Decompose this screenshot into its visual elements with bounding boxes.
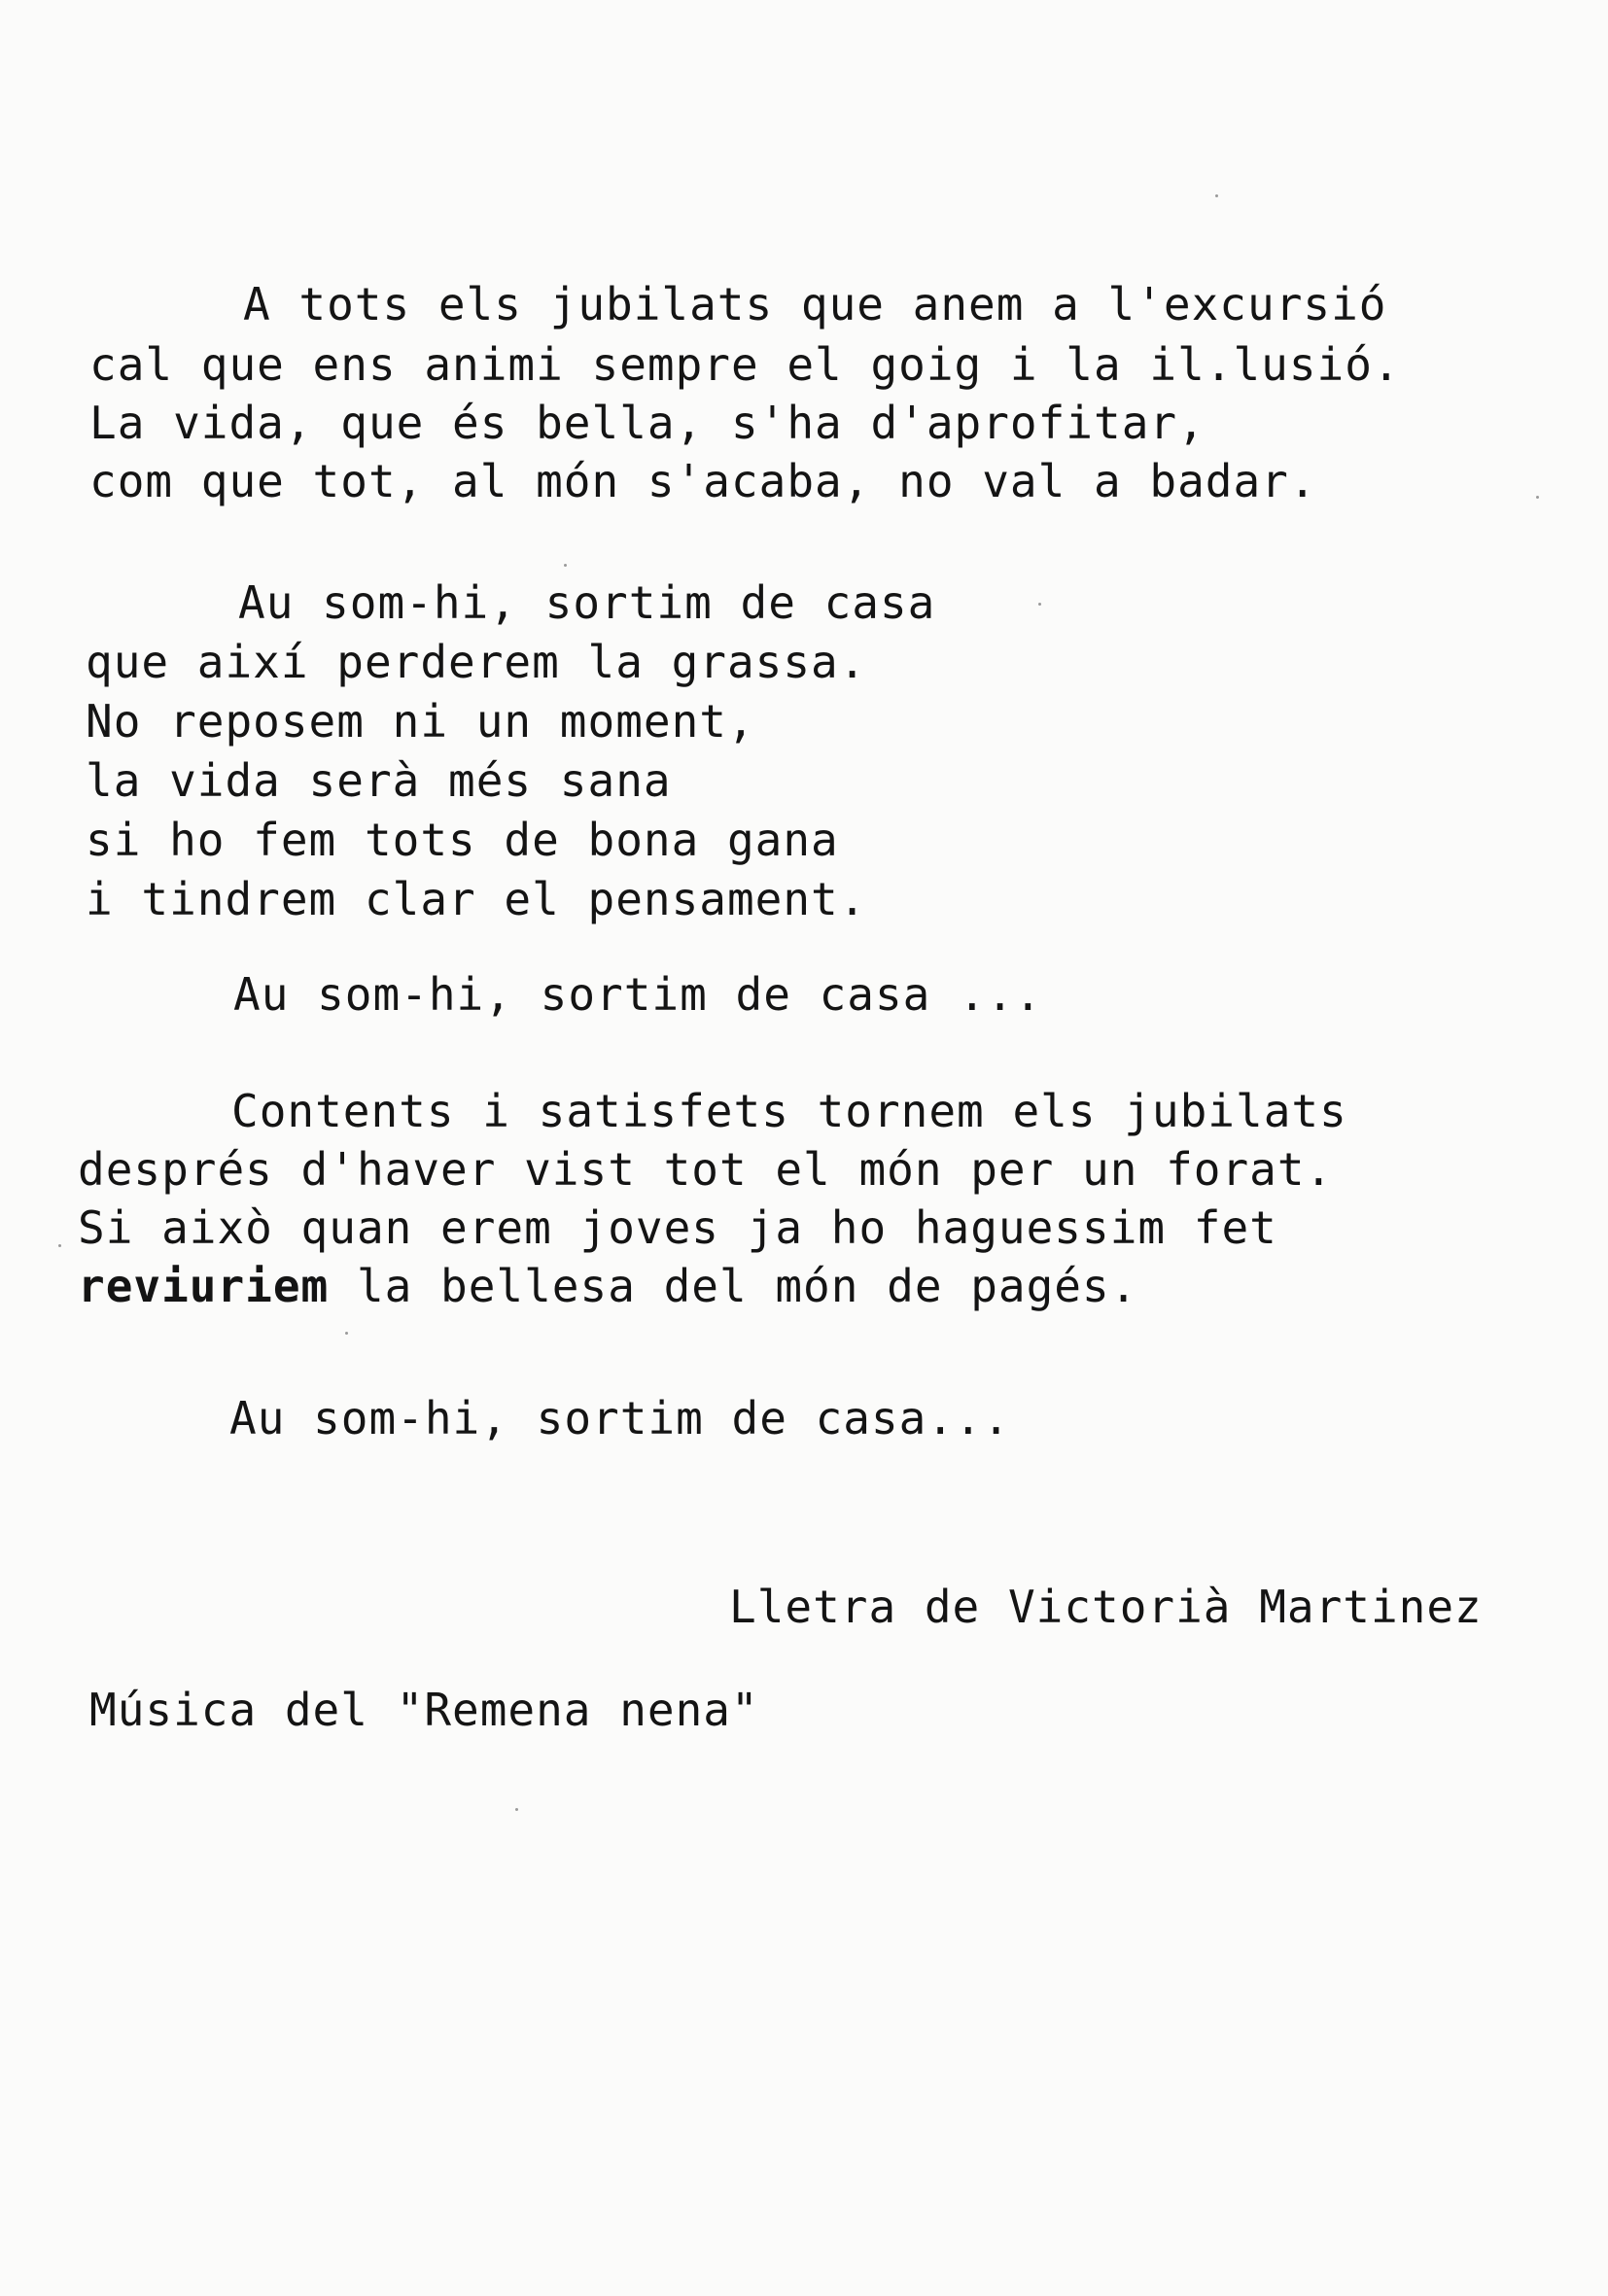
chorus-line-6: i tindrem clar el pensament. xyxy=(86,873,867,925)
paper-speck xyxy=(564,564,567,567)
paper-speck xyxy=(345,1332,348,1335)
paper-speck xyxy=(58,1244,61,1247)
chorus-line-1: Au som-hi, sortim de casa xyxy=(238,576,936,629)
chorus-line-5: si ho fem tots de bona gana xyxy=(86,814,839,866)
credit-music: Música del "Remena nena" xyxy=(89,1684,759,1736)
stanza1-line-2: cal que ens animi sempre el goig i la il.lusió. xyxy=(89,338,1401,391)
chorus-line-2: que així perderem la grassa. xyxy=(86,636,867,688)
chorus-repeat-1: Au som-hi, sortim de casa ... xyxy=(233,968,1043,1021)
stanza2-line-4-rest: la bellesa del món de pagés. xyxy=(329,1260,1138,1312)
stanza2-line-4 xyxy=(78,1260,1138,1312)
bold-word: reviuriem xyxy=(78,1260,330,1312)
credit-lyrics: Lletra de Victorià Martinez xyxy=(729,1581,1483,1633)
stanza2-line-3: Si això quan erem joves ja ho haguessim fet xyxy=(78,1201,1277,1254)
stanza2-line-1: Contents i satisfets tornem els jubilats xyxy=(231,1085,1347,1137)
paper-speck xyxy=(515,1808,518,1811)
chorus-line-3: No reposem ni un moment, xyxy=(86,695,755,748)
chorus-line-4: la vida serà més sana xyxy=(86,754,672,807)
paper-speck xyxy=(1536,496,1539,499)
chorus-repeat-2: Au som-hi, sortim de casa... xyxy=(229,1392,1011,1444)
stanza1-line-1: A tots els jubilats que anem a l'excursió xyxy=(243,278,1387,330)
paper-speck xyxy=(1215,194,1218,197)
stanza1-line-4: com que tot, al món s'acaba, no val a badar. xyxy=(89,455,1317,507)
stanza2-line-2: després d'haver vist tot el món per un forat. xyxy=(78,1143,1334,1196)
stanza1-line-3: La vida, que és bella, s'ha d'aprofitar, xyxy=(89,397,1206,449)
paper-speck xyxy=(1038,603,1041,606)
